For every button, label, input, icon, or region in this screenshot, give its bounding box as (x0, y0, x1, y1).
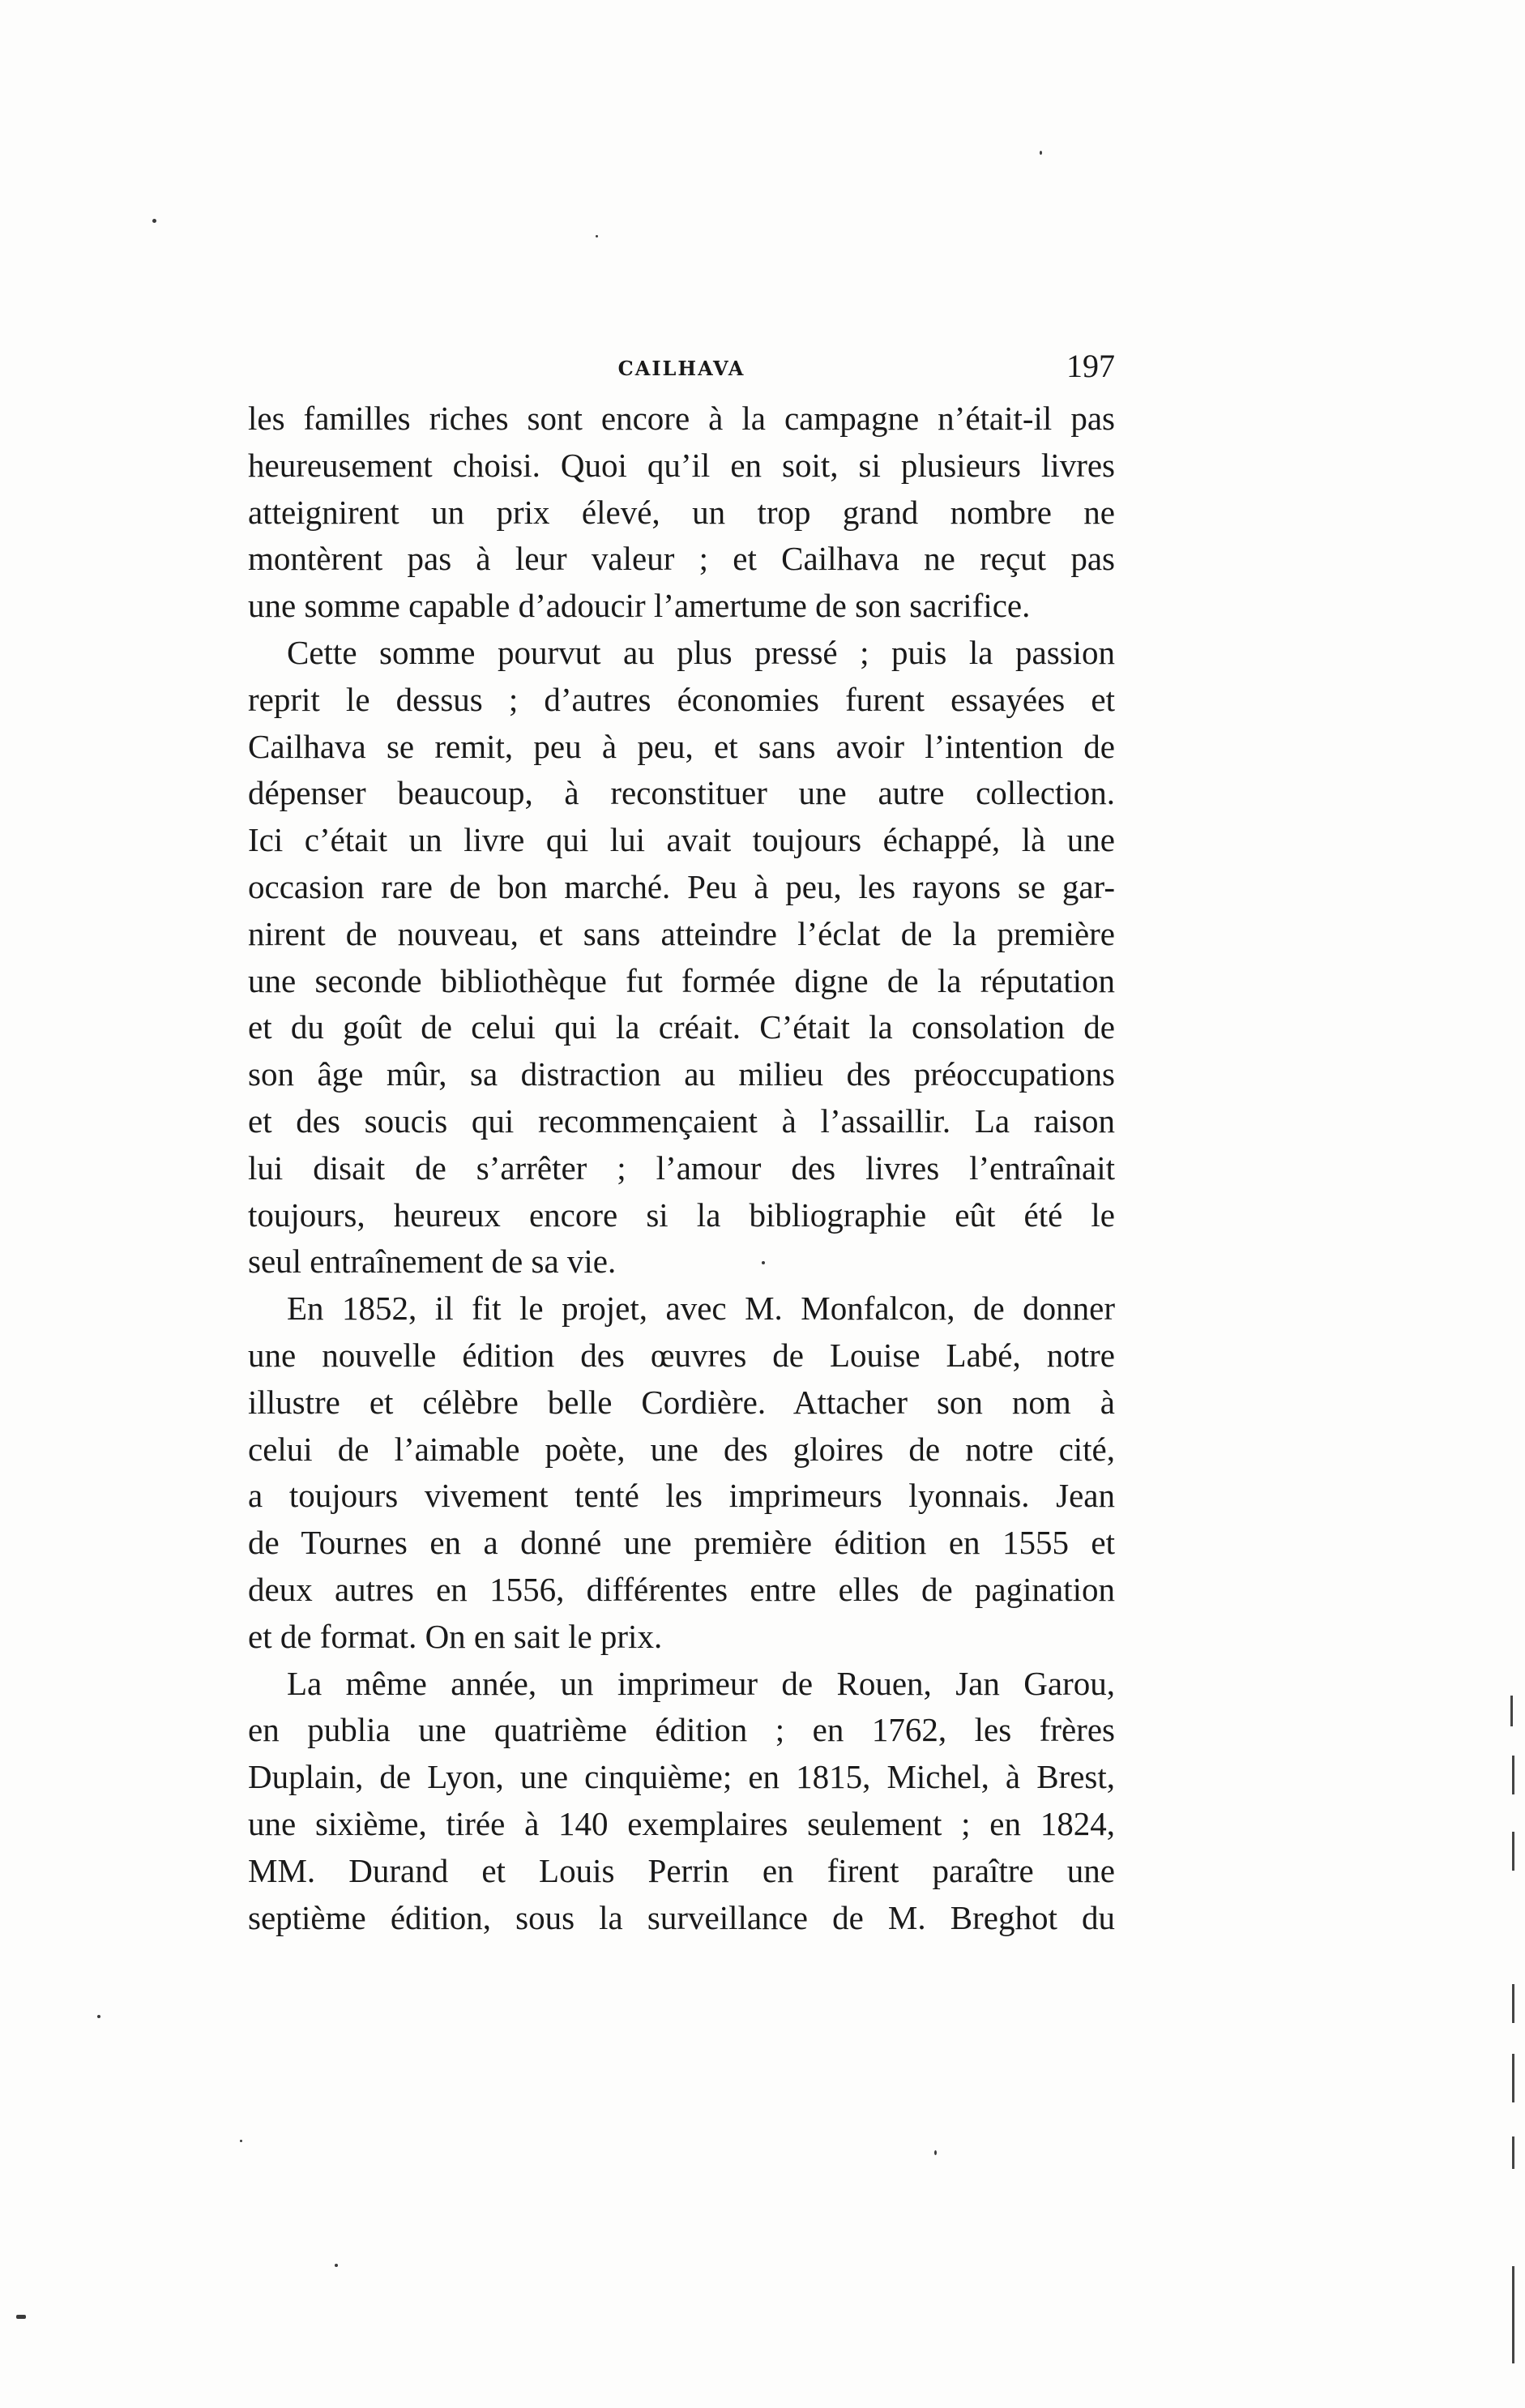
scan-speck (335, 2264, 338, 2267)
text-line: et du goût de celui qui la créait. C’était la consolation de (248, 1008, 1115, 1046)
scan-speck (762, 1261, 765, 1264)
text-line: Cailhava se remit, peu à peu, et sans avoir l’intention de (248, 727, 1115, 765)
scan-speck (934, 2150, 937, 2155)
margin-mark (1512, 1832, 1514, 1871)
text-line: une sixième, tirée à 140 exemplaires seulement ; en 1824, (248, 1804, 1115, 1842)
text-line: une somme capable d’adoucir l’amertume de son sacrifice. (248, 587, 1031, 625)
text-line: a toujours vivement tenté les imprimeurs lyonnais. Jean (248, 1477, 1115, 1515)
scan-speck (152, 219, 156, 223)
scan-speck (596, 235, 598, 237)
text-line: Ici c’était un livre qui lui avait toujours échappé, là une (248, 821, 1115, 859)
text-line: les familles riches sont encore à la campagne n’était-il pas (248, 400, 1115, 437)
text-line: lui disait de s’arrêter ; l’amour des livres l’entraînait (248, 1148, 1115, 1187)
text-line: montèrent pas à leur valeur ; et Cailhava ne reçut pas (248, 540, 1115, 578)
margin-mark (1510, 1696, 1513, 1726)
text-line: en publia une quatrième édition ; en 1762, les frères (248, 1711, 1115, 1749)
text-line: et des soucis qui recommençaient à l’assaillir. La raison (248, 1101, 1115, 1140)
text-line: heureusement choisi. Quoi qu’il en soit, si plusieurs livres (248, 446, 1115, 484)
body-text (248, 396, 1115, 1941)
margin-mark (1512, 1756, 1514, 1794)
margin-mark (1512, 2054, 1514, 2102)
text-line: reprit le dessus ; d’autres économies furent essayées et (248, 680, 1115, 718)
text-line: La même année, un imprimeur de Rouen, Jan Garou, (287, 1664, 1115, 1702)
text-line: de Tournes en a donné une première édition en 1555 et (248, 1524, 1115, 1562)
text-line: et de format. On en sait le prix. (248, 1617, 663, 1655)
margin-mark (1512, 2136, 1514, 2169)
margin-mark (1512, 2266, 1514, 2363)
text-line: seul entraînement de sa vie. (248, 1242, 617, 1281)
text-line: MM. Durand et Louis Perrin en firent paraître une (248, 1851, 1115, 1889)
text-line: illustre et célèbre belle Cordière. Attacher son nom à (248, 1383, 1115, 1421)
text-line: une nouvelle édition des œuvres de Louise Labé, notre (248, 1336, 1115, 1374)
scan-speck (240, 2140, 242, 2142)
text-line: Cette somme pourvut au plus pressé ; puis la passion (287, 633, 1115, 671)
text-line: dépenser beaucoup, à reconstituer une autre collection. (248, 774, 1115, 812)
text-line: celui de l’aimable poète, une des gloires de notre cité, (248, 1430, 1115, 1468)
text-line: Duplain, de Lyon, une cinquième; en 1815, Michel, à Brest, (248, 1758, 1115, 1796)
text-line: occasion rare de bon marché. Peu à peu, les rayons se gar- (248, 867, 1115, 905)
text-line: septième édition, sous la surveillance de M. Breghot du (248, 1898, 1115, 1936)
text-line: son âge mûr, sa distraction au milieu des préoccupations (248, 1055, 1115, 1093)
text-line: atteignirent un prix élevé, un trop grand nombre ne (248, 493, 1115, 531)
margin-mark (1512, 1984, 1514, 2023)
scan-speck (97, 2015, 100, 2018)
running-header (248, 347, 1115, 396)
page-number: 197 (1066, 348, 1115, 384)
scan-speck (1040, 151, 1042, 155)
text-line: nirent de nouveau, et sans atteindre l’éclat de la première (248, 914, 1115, 952)
text-line: une seconde bibliothèque fut formée digne de la réputation (248, 961, 1115, 999)
text-line: deux autres en 1556, différentes entre elles de pagination (248, 1570, 1115, 1608)
text-line: toujours, heureux encore si la bibliographie eût été le (248, 1195, 1115, 1234)
scan-speck (16, 2315, 26, 2319)
running-title: CAILHAVA (617, 357, 745, 380)
text-line: En 1852, il fit le projet, avec M. Monfalcon, de donner (287, 1290, 1115, 1328)
